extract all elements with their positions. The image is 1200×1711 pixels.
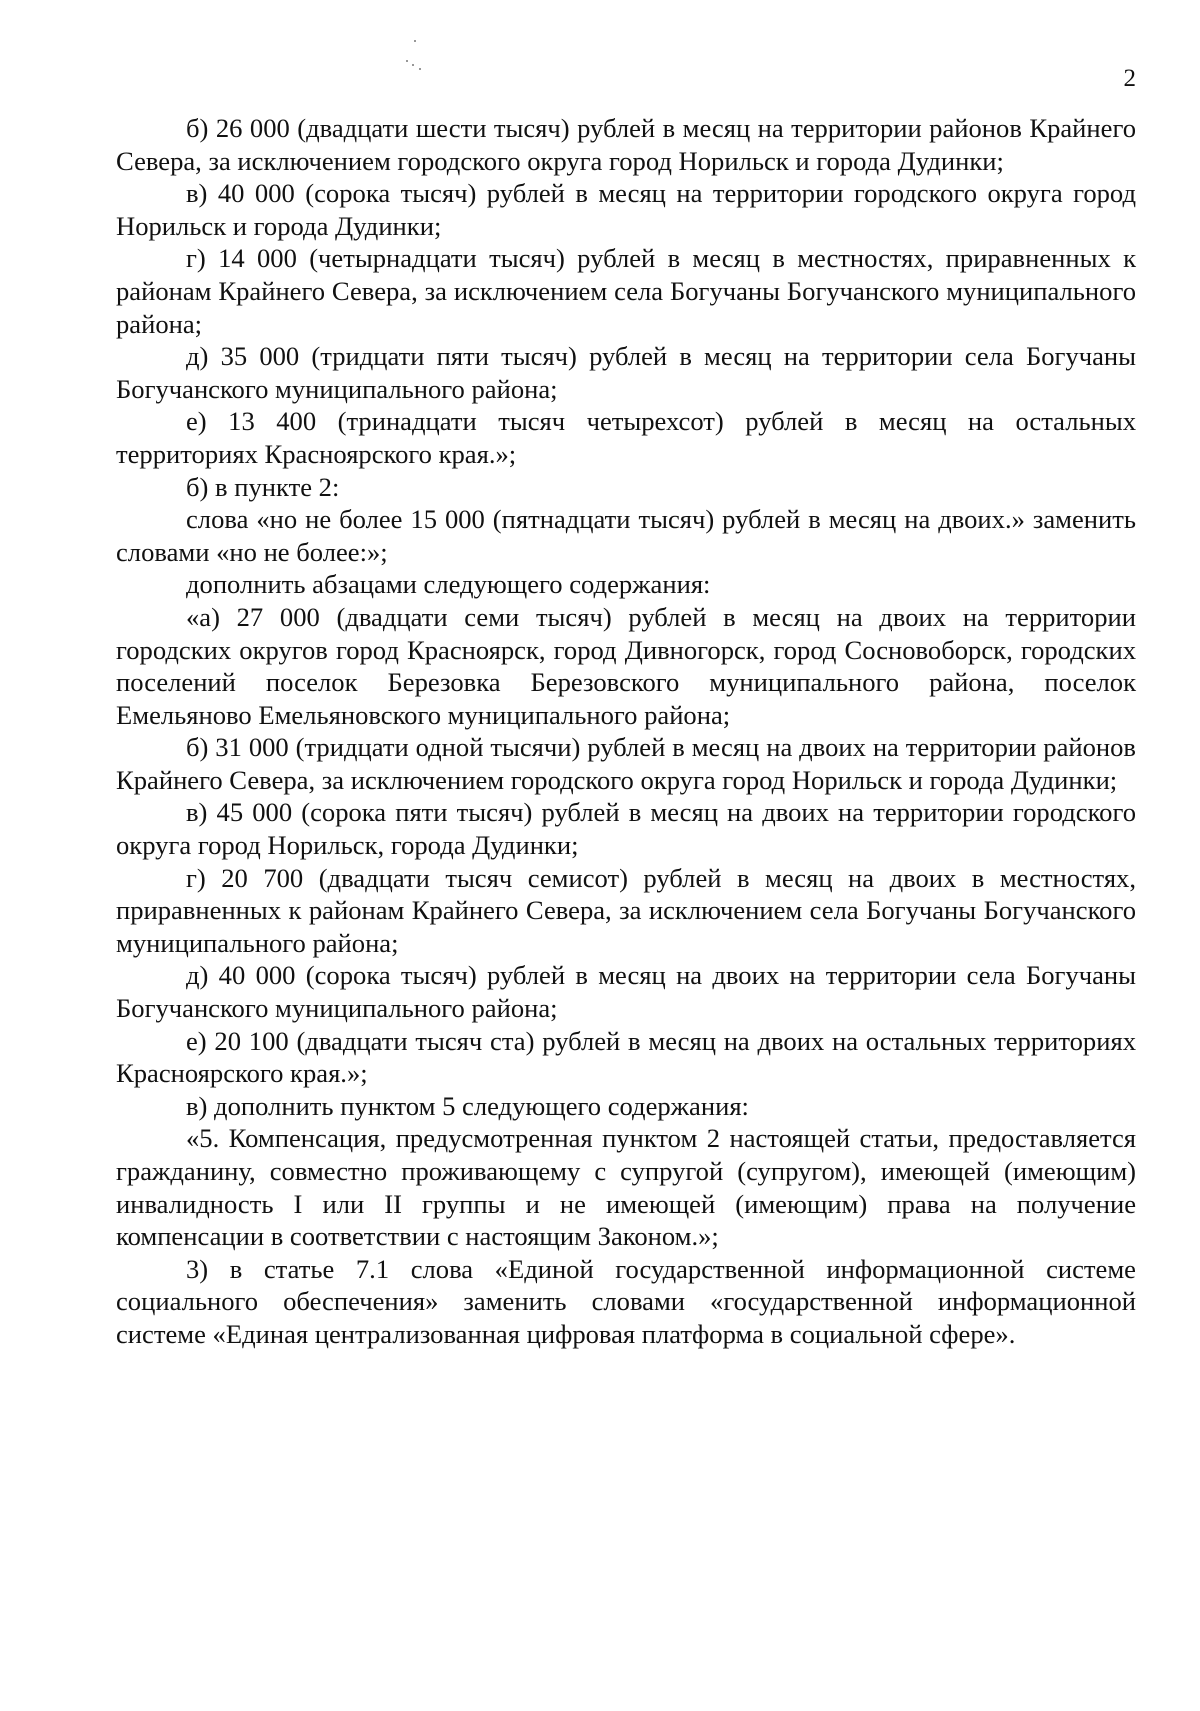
paragraph: в) 40 000 (сорока тысяч) рублей в месяц на территории городского округа город Норильск и города Дудинки; xyxy=(116,178,1136,241)
scan-speck xyxy=(406,60,408,62)
paragraph: г) 20 700 (двадцати тысяч семисот) рублей в месяц на двоих в местностях, приравненных к районам Крайнего Севера, за исключением села Богучаны Богучанского муниципального района; xyxy=(116,862,1136,958)
paragraph: в) дополнить пунктом 5 следующего содержания: xyxy=(186,1090,749,1121)
paragraph: е) 13 400 (тринадцати тысяч четырехсот) рублей в месяц на остальных территориях Красноярского края.»; xyxy=(116,406,1136,469)
paragraph: д) 35 000 (тридцати пяти тысяч) рублей в месяц на территории села Богучаны Богучанского муниципального района; xyxy=(116,341,1136,404)
paragraph: г) 14 000 (четырнадцати тысяч) рублей в месяц в местностях, приравненных к районам Крайнего Севера, за исключением села Богучаны Богучанского муниципального района; xyxy=(116,243,1136,339)
paragraph: 3) в статье 7.1 слова «Единой государственной информационной системе социального обеспечения» заменить словами «государственной информационной системе «Единая централизованная цифровая платформа в социальной сфере». xyxy=(116,1253,1136,1349)
paragraph: «5. Компенсация, предусмотренная пунктом 2 настоящей статьи, предоставляется гражданину, совместно проживающему с супругой (супругом), имеющей (имеющим) инвалидность I или II группы и не имеющей (имеющим) права на получение компенсации в соответствии с настоящим Законом.»; xyxy=(116,1123,1136,1252)
paragraph: е) 20 100 (двадцати тысяч ста) рублей в месяц на двоих на остальных территориях Красноярского края.»; xyxy=(116,1025,1136,1089)
document-body xyxy=(116,112,1136,1351)
scan-speck xyxy=(414,40,416,42)
paragraph: б) 26 000 (двадцати шести тысяч) рублей в месяц на территории районов Крайнего Севера, за исключением городского округа город Норильск и города Дудинки; xyxy=(116,113,1136,176)
paragraph: дополнить абзацами следующего содержания: xyxy=(186,569,711,600)
paragraph: в) 45 000 (сорока пяти тысяч) рублей в месяц на двоих на территории городского округа город Норильск, города Дудинки; xyxy=(116,797,1136,861)
paragraph: д) 40 000 (сорока тысяч) рублей в месяц на двоих на территории села Богучаны Богучанского муниципального района; xyxy=(116,960,1136,1024)
paragraph: б) 31 000 (тридцати одной тысячи) рублей в месяц на двоих на территории районов Крайнего Севера, за исключением городского округа город Норильск и города Дудинки; xyxy=(116,732,1136,795)
scan-speck xyxy=(419,68,421,70)
paragraph: «а) 27 000 (двадцати семи тысяч) рублей в месяц на двоих на территории городских округов город Красноярск, город Дивногорск, город Сосновоборск, городских поселений поселок Березовка Березовского муниципального района, поселок Емельяново Емельяновского муниципального района; xyxy=(116,601,1136,730)
page-number: 2 xyxy=(1123,65,1136,92)
paragraph: слова «но не более 15 000 (пятнадцати тысяч) рублей в месяц на двоих.» заменить словами «но не более:»; xyxy=(116,504,1136,567)
paragraph: б) в пункте 2: xyxy=(186,471,340,502)
scan-speck xyxy=(412,64,414,66)
